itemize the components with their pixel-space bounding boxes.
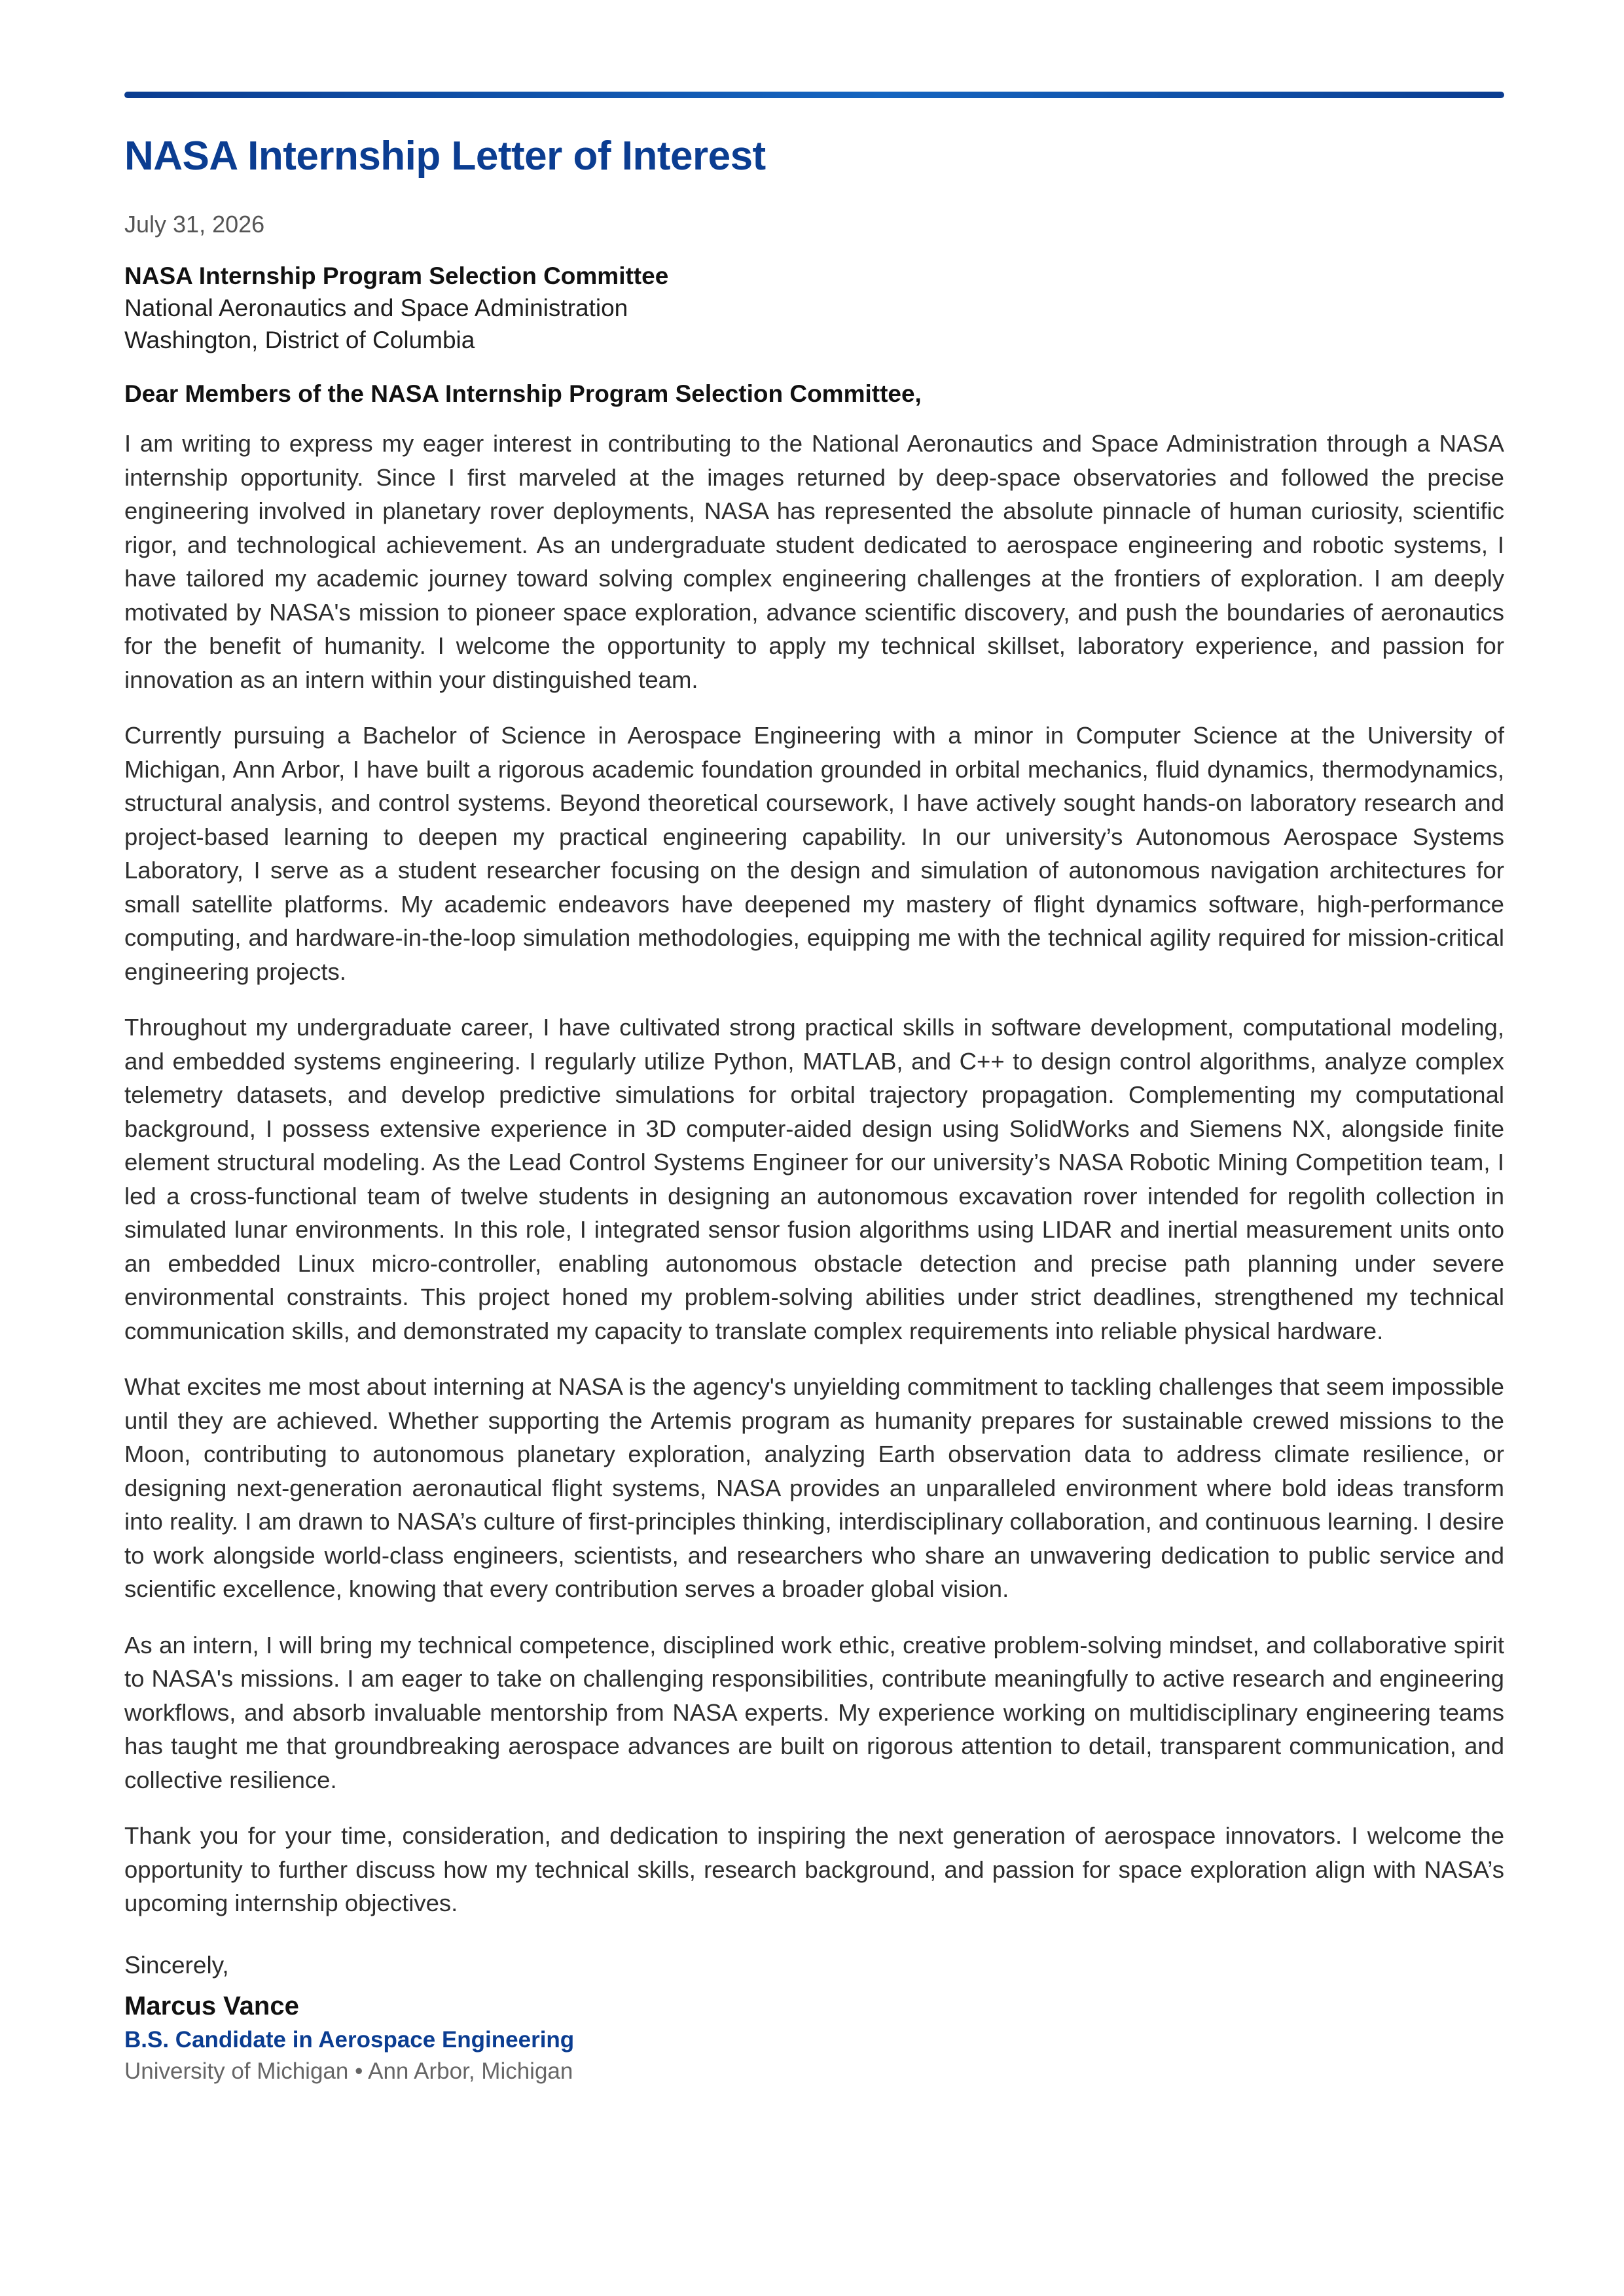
body-paragraph-6: Thank you for your time, consideration, and dedication to inspiring the next generation of aerospace innovators. I welcome the opportunity to further discuss how my technical skills, research background, and passion for space exploration align with NASA’s upcoming internship objectives. (124, 1822, 1504, 1917)
salutation: Dear Members of the NASA Internship Program Selection Committee, (124, 380, 922, 408)
recipient-block (124, 260, 1504, 356)
body-paragraph-1: I am writing to express my eager interest in contributing to the National Aeronautics and Space Administration through a NASA internship opportunity. Since I first marveled at the images returned by deep-space observatories and followed the precise engineering involved in planetary rover deployments, NASA has represented the absolute pinnacle of human curiosity, scientific rigor, and technological achievement. As an undergraduate student dedicated to aerospace engineering and robotic systems, I have tailored my academic journey toward solving complex engineering challenges at the frontiers of exploration. I am deeply motivated by NASA's mission to pioneer space exploration, advance scientific discovery, and push the boundaries of aeronautics for the benefit of humanity. I welcome the opportunity to apply my technical skillset, laboratory experience, and passion for innovation as an intern within your distinguished team. (124, 430, 1504, 693)
body-paragraph-3: Throughout my undergraduate career, I have cultivated strong practical skills in software development, computational modeling, and embedded systems engineering. I regularly utilize Python, MATLAB, and C++ to design control algorithms, analyze complex telemetry datasets, and develop predictive simulations for orbital trajectory propagation. Complementing my computational background, I possess extensive experience in 3D computer-aided design using SolidWorks and Siemens NX, alongside finite element structural modeling. As the Lead Control Systems Engineer for our university’s NASA Robotic Mining Competition team, I led a cross-functional team of twelve students in designing an autonomous excavation rover intended for regolith collection in simulated lunar environments. In this role, I integrated sensor fusion algorithms using LIDAR and inertial measurement units onto an embedded Linux micro-controller, enabling autonomous obstacle detection and precise path planning under severe environmental constraints. This project honed my problem-solving abilities under strict deadlines, strengthened my technical communication skills, and demonstrated my capacity to translate complex requirements into reliable physical hardware. (124, 1014, 1504, 1344)
recipient-organization: National Aeronautics and Space Administration (124, 295, 628, 322)
signer-title: B.S. Candidate in Aerospace Engineering (124, 2026, 575, 2053)
body-paragraph-5: As an intern, I will bring my technical competence, disciplined work ethic, creative problem-solving mindset, and collaborative spirit to NASA's missions. I am eager to take on challenging responsibilities, contribute meaningfully to active research and engineering workflows, and absorb invaluable mentorship from NASA experts. My experience working on multidisciplinary engineering teams has taught me that groundbreaking aerospace advances are built on rigorous attention to detail, transparent communication, and collective resilience. (124, 1631, 1504, 1793)
signer-affiliation: University of Michigan • Ann Arbor, Michigan (124, 2058, 573, 2084)
recipient-location: Washington, District of Columbia (124, 327, 475, 354)
recipient-name: NASA Internship Program Selection Committee (124, 262, 669, 290)
header-accent-rule (124, 92, 1504, 98)
closing-line: Sincerely, (124, 1951, 229, 1979)
letter-title: NASA Internship Letter of Interest (124, 134, 766, 179)
letter-page (124, 92, 1504, 2087)
body-paragraph-2: Currently pursuing a Bachelor of Science in Aerospace Engineering with a minor in Computer Science at the University of Michigan, Ann Arbor, I have built a rigorous academic foundation grounded in orbital mechanics, fluid dynamics, thermodynamics, structural analysis, and control systems. Beyond theoretical coursework, I have actively sought hands-on laboratory research and project-based learning to deepen my practical engineering capability. In our university’s Autonomous Aerospace Systems Laboratory, I serve as a student researcher focusing on the design and simulation of autonomous navigation architectures for small satellite platforms. My academic endeavors have deepened my mastery of flight dynamics software, high-performance computing, and hardware-in-the-loop simulation methodologies, equipping me with the technical agility required for mission-critical engineering projects. (124, 722, 1504, 985)
letter-body (124, 427, 1504, 1920)
letter-date: July 31, 2026 (124, 211, 265, 238)
body-paragraph-4: What excites me most about interning at NASA is the agency's unyielding commitment to tackling challenges that seem impossible until they are achieved. Whether supporting the Artemis program as humanity prepares for sustainable crewed missions to the Moon, contributing to autonomous planetary exploration, analyzing Earth observation data to address climate resilience, or designing next-generation aeronautical flight systems, NASA provides an unparalleled environment where bold ideas transform into reality. I am drawn to NASA’s culture of first-principles thinking, interdisciplinary collaboration, and continuous learning. I desire to work alongside world-class engineers, scientists, and researchers who share an unwavering dedication to public service and scientific excellence, knowing that every contribution serves a broader global vision. (124, 1373, 1504, 1603)
signer-name: Marcus Vance (124, 1991, 299, 2020)
